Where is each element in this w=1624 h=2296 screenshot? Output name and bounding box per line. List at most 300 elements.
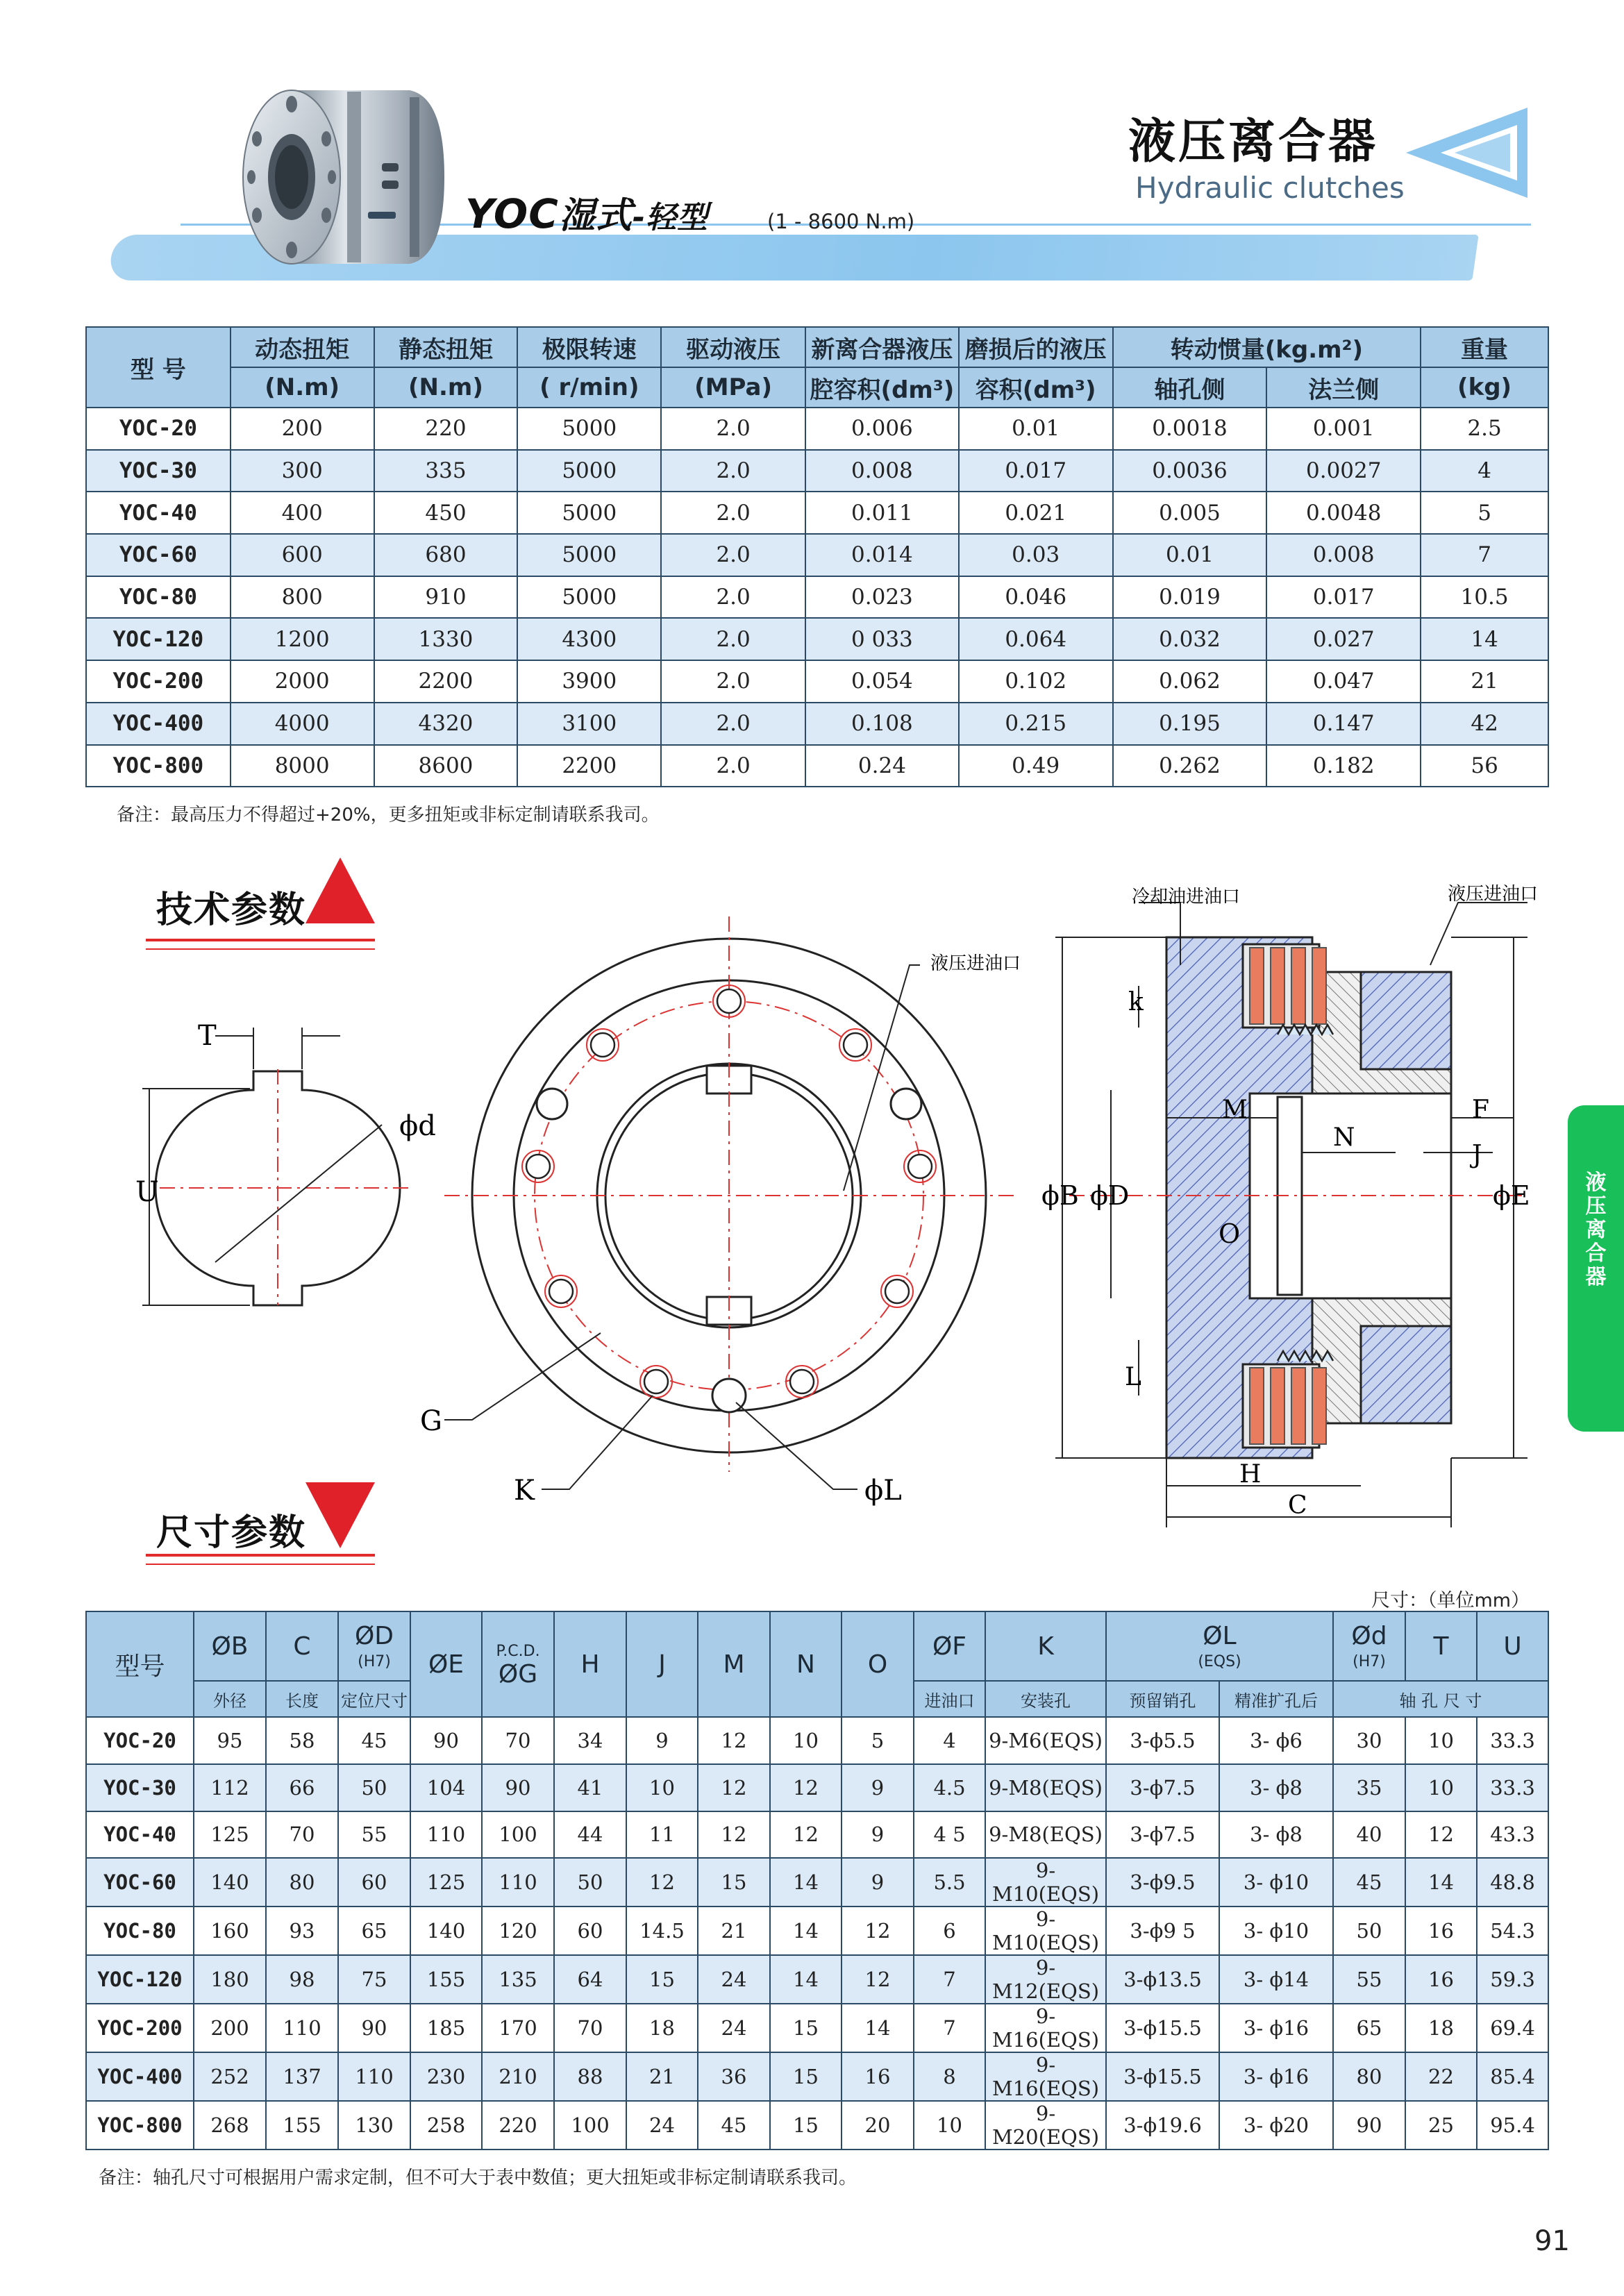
value-cell: 185 — [410, 2004, 482, 2052]
value-cell: 98 — [266, 1955, 338, 2004]
value-cell: 14 — [770, 1907, 842, 1955]
value-cell: 137 — [266, 2052, 338, 2101]
value-cell: 95.4 — [1477, 2101, 1548, 2150]
side-tab-char: 合 — [1585, 1241, 1607, 1266]
col-inertia-shaft: 轴孔侧 — [1113, 367, 1267, 408]
value-cell: 4 5 — [914, 1811, 985, 1859]
value-cell: 12 — [842, 1907, 914, 1955]
value-cell: 3-ϕ9.5 — [1106, 1858, 1219, 1907]
value-cell: 2.0 — [661, 703, 805, 745]
value-cell: 110 — [410, 1811, 482, 1859]
value-cell: 9-M20(EQS) — [985, 2101, 1106, 2150]
value-cell: 155 — [410, 1955, 482, 2004]
table-row — [86, 1955, 1548, 2004]
value-cell: 12 — [698, 1717, 770, 1764]
value-cell: 8000 — [231, 745, 374, 787]
value-cell: 0.01 — [959, 408, 1113, 450]
model-cell: YOC-200 — [86, 660, 231, 703]
label-E: ϕE — [1493, 1180, 1530, 1211]
spec-note: 备注：最高压力不得超过+20%，更多扭矩或非标定制请联系我司。 — [117, 805, 660, 826]
value-cell: 14 — [1405, 1858, 1477, 1907]
value-cell: 220 — [374, 408, 518, 450]
value-cell: 3- ϕ10 — [1219, 1858, 1333, 1907]
side-tab-char: 液 — [1585, 1171, 1607, 1195]
value-cell: 75 — [338, 1955, 410, 2004]
value-cell: 45 — [338, 1717, 410, 1764]
value-cell: 15 — [770, 2101, 842, 2150]
value-cell: 45 — [1333, 1858, 1405, 1907]
value-cell: 100 — [554, 2101, 626, 2150]
value-cell: 0.006 — [805, 408, 959, 450]
value-cell: 85.4 — [1477, 2052, 1548, 2101]
value-cell: 0.046 — [959, 576, 1113, 619]
value-cell: 800 — [231, 576, 374, 619]
value-cell: 33.3 — [1477, 1717, 1548, 1764]
value-cell: 0.023 — [805, 576, 959, 619]
value-cell: 0.021 — [959, 492, 1113, 534]
model-prefix: YOC — [465, 190, 559, 237]
col-static-unit: (N.m) — [374, 367, 518, 408]
dcol-K: K — [985, 1611, 1106, 1681]
value-cell: 34 — [554, 1717, 626, 1764]
table-row — [86, 1717, 1548, 1764]
dcol-B: ØB — [194, 1611, 266, 1681]
value-cell: 4 — [1421, 450, 1548, 492]
dcol-d-h7: (H7) — [1353, 1653, 1386, 1670]
value-cell: 18 — [626, 2004, 698, 2052]
value-cell: 0.008 — [805, 450, 959, 492]
value-cell: 21 — [626, 2052, 698, 2101]
model-cell: YOC-400 — [86, 703, 231, 745]
value-cell: 0.027 — [1266, 618, 1421, 660]
table-row — [86, 703, 1548, 745]
value-cell: 7 — [1421, 534, 1548, 576]
value-cell: 9-M12(EQS) — [985, 1955, 1106, 2004]
model-cell: YOC-30 — [86, 450, 231, 492]
dcol-J: J — [626, 1611, 698, 1717]
value-cell: 2.0 — [661, 745, 805, 787]
model-cell: YOC-40 — [86, 492, 231, 534]
value-cell: 125 — [410, 1858, 482, 1907]
value-cell: 60 — [338, 1858, 410, 1907]
value-cell: 0.03 — [959, 534, 1113, 576]
table-row — [86, 408, 1548, 450]
value-cell: 135 — [482, 1955, 554, 2004]
table-row — [86, 576, 1548, 619]
value-cell: 9-M6(EQS) — [985, 1717, 1106, 1764]
value-cell: 5 — [842, 1717, 914, 1764]
value-cell: 112 — [194, 1764, 266, 1811]
value-cell: 64 — [554, 1955, 626, 2004]
value-cell: 9 — [626, 1717, 698, 1764]
value-cell: 8 — [914, 2052, 985, 2101]
value-cell: 90 — [338, 2004, 410, 2052]
value-cell: 10 — [626, 1764, 698, 1811]
label-D: ϕD — [1090, 1180, 1130, 1211]
value-cell: 65 — [1333, 2004, 1405, 2052]
model-title — [465, 186, 708, 238]
value-cell: 5000 — [517, 492, 661, 534]
value-cell: 9-M10(EQS) — [985, 1858, 1106, 1907]
value-cell: 36 — [698, 2052, 770, 2101]
side-tab-char: 离 — [1585, 1218, 1607, 1242]
table-row — [86, 1764, 1548, 1811]
value-cell: 2.0 — [661, 534, 805, 576]
value-cell: 11 — [626, 1811, 698, 1859]
value-cell: 0.014 — [805, 534, 959, 576]
value-cell: 12 — [770, 1811, 842, 1859]
value-cell: 12 — [842, 1955, 914, 2004]
col-max-speed: 极限转速 — [517, 327, 661, 367]
dcol-L-sub2: 精准扩孔后 — [1219, 1681, 1333, 1717]
torque-range: (1 - 8600 N.m) — [767, 210, 915, 233]
value-cell: 5000 — [517, 534, 661, 576]
value-cell: 0.032 — [1113, 618, 1267, 660]
technical-drawing — [0, 854, 1624, 1534]
value-cell: 140 — [410, 1907, 482, 1955]
dcol-shaft-sub: 轴 孔 尺 寸 — [1333, 1681, 1548, 1717]
value-cell: 48.8 — [1477, 1858, 1548, 1907]
model-cell: YOC-60 — [86, 534, 231, 576]
value-cell: 45 — [698, 2101, 770, 2150]
value-cell: 40 — [1333, 1811, 1405, 1859]
value-cell: 0.054 — [805, 660, 959, 703]
table-row — [86, 2052, 1548, 2101]
dcol-T: T — [1405, 1611, 1477, 1681]
value-cell: 5.5 — [914, 1858, 985, 1907]
value-cell: 3- ϕ6 — [1219, 1717, 1333, 1764]
value-cell: 44 — [554, 1811, 626, 1859]
label-C: C — [1288, 1491, 1307, 1520]
value-cell: 2.0 — [661, 408, 805, 450]
table-row — [86, 534, 1548, 576]
label-B: ϕB — [1041, 1180, 1079, 1211]
value-cell: 3-ϕ19.6 — [1106, 2101, 1219, 2150]
section-title-dims — [156, 1503, 306, 1555]
dcol-E: ØE — [410, 1611, 482, 1717]
value-cell: 104 — [410, 1764, 482, 1811]
page-title-cn: 液压离合器 — [1128, 115, 1379, 169]
value-cell: 70 — [554, 2004, 626, 2052]
side-tab — [1568, 1105, 1624, 1432]
label-J: J — [1472, 1141, 1482, 1169]
col-drive-pressure: 驱动液压 — [661, 327, 805, 367]
value-cell: 66 — [266, 1764, 338, 1811]
value-cell: 50 — [554, 1858, 626, 1907]
label-L-section: L — [1125, 1363, 1141, 1391]
value-cell: 95 — [194, 1717, 266, 1764]
value-cell: 910 — [374, 576, 518, 619]
value-cell: 12 — [698, 1811, 770, 1859]
dcol-U: U — [1477, 1611, 1548, 1681]
value-cell: 14 — [770, 1858, 842, 1907]
value-cell: 200 — [194, 2004, 266, 2052]
value-cell: 0.01 — [1113, 534, 1267, 576]
label-N: N — [1333, 1123, 1355, 1152]
spec-table — [85, 326, 1549, 787]
dimension-table — [85, 1611, 1549, 2150]
value-cell: 69.4 — [1477, 2004, 1548, 2052]
product-image — [236, 76, 465, 278]
value-cell: 16 — [842, 2052, 914, 2101]
label-H: H — [1239, 1460, 1262, 1489]
dcol-G-pcd: P.C.D. — [496, 1643, 540, 1660]
value-cell: 10 — [1405, 1764, 1477, 1811]
model-cell: YOC-120 — [86, 618, 231, 660]
label-hyd-inlet: 液压进油口 — [1448, 884, 1539, 905]
page-number: 91 — [1534, 2225, 1570, 2257]
dcol-D — [338, 1611, 410, 1681]
label-K: K — [514, 1475, 535, 1507]
value-cell: 5000 — [517, 450, 661, 492]
table-row — [86, 618, 1548, 660]
label-U: U — [135, 1176, 159, 1208]
value-cell: 2000 — [231, 660, 374, 703]
value-cell: 0.102 — [959, 660, 1113, 703]
col-worn-volume: 磨损后的液压 — [959, 327, 1113, 367]
unit-label: 尺寸：（单位mm） — [1371, 1590, 1530, 1611]
value-cell: 5 — [1421, 492, 1548, 534]
value-cell: 0.019 — [1113, 576, 1267, 619]
dcol-B-sub: 外径 — [194, 1681, 266, 1717]
col-static-torque: 静态扭矩 — [374, 327, 518, 367]
value-cell: 93 — [266, 1907, 338, 1955]
value-cell: 9-M8(EQS) — [985, 1764, 1106, 1811]
model-cell: YOC-80 — [86, 1907, 194, 1955]
value-cell: 400 — [231, 492, 374, 534]
model-cell: YOC-20 — [86, 1717, 194, 1764]
value-cell: 0.017 — [1266, 576, 1421, 619]
col-speed-unit: ( r/min) — [517, 367, 661, 408]
value-cell: 3-ϕ13.5 — [1106, 1955, 1219, 2004]
value-cell: 0.147 — [1266, 703, 1421, 745]
value-cell: 0.047 — [1266, 660, 1421, 703]
value-cell: 130 — [338, 2101, 410, 2150]
value-cell: 3-ϕ7.5 — [1106, 1764, 1219, 1811]
value-cell: 0.195 — [1113, 703, 1267, 745]
value-cell: 7 — [914, 1955, 985, 2004]
col-weight-unit: (kg) — [1421, 367, 1548, 408]
value-cell: 0 033 — [805, 618, 959, 660]
value-cell: 0.0018 — [1113, 408, 1267, 450]
dim-note: 备注：轴孔尺寸可根据用户需求定制，但不可大于表中数值；更大扭矩或非标定制请联系我司。 — [99, 2168, 857, 2188]
dcol-D-label: ØD — [354, 1622, 394, 1650]
value-cell: 5000 — [517, 576, 661, 619]
col-inertia: 转动惯量(kg.m²) — [1113, 327, 1421, 367]
value-cell: 80 — [1333, 2052, 1405, 2101]
value-cell: 15 — [770, 2052, 842, 2101]
value-cell: 41 — [554, 1764, 626, 1811]
value-cell: 50 — [338, 1764, 410, 1811]
value-cell: 3-ϕ15.5 — [1106, 2004, 1219, 2052]
value-cell: 55 — [338, 1811, 410, 1859]
triangle-down-icon — [305, 1482, 375, 1548]
dcol-H: H — [554, 1611, 626, 1717]
col-dyn-torque: 动态扭矩 — [231, 327, 374, 367]
value-cell: 24 — [698, 2004, 770, 2052]
label-G: G — [420, 1405, 442, 1437]
value-cell: 70 — [266, 1811, 338, 1859]
value-cell: 24 — [698, 1955, 770, 2004]
value-cell: 200 — [231, 408, 374, 450]
value-cell: 3-ϕ9 5 — [1106, 1907, 1219, 1955]
value-cell: 42 — [1421, 703, 1548, 745]
value-cell: 90 — [482, 1764, 554, 1811]
section-underline — [146, 1554, 375, 1557]
table-row — [86, 2004, 1548, 2052]
value-cell: 6 — [914, 1907, 985, 1955]
value-cell: 14 — [1421, 618, 1548, 660]
section-tech-label: 技术参数 — [156, 889, 307, 931]
value-cell: 15 — [770, 2004, 842, 2052]
label-d: ϕd — [399, 1110, 436, 1142]
value-cell: 4.5 — [914, 1764, 985, 1811]
value-cell: 3-ϕ15.5 — [1106, 2052, 1219, 2101]
value-cell: 80 — [266, 1858, 338, 1907]
value-cell: 90 — [410, 1717, 482, 1764]
value-cell: 33.3 — [1477, 1764, 1548, 1811]
value-cell: 9 — [842, 1811, 914, 1859]
value-cell: 9-M16(EQS) — [985, 2004, 1106, 2052]
value-cell: 56 — [1421, 745, 1548, 787]
value-cell: 21 — [698, 1907, 770, 1955]
value-cell: 9 — [842, 1858, 914, 1907]
value-cell: 59.3 — [1477, 1955, 1548, 2004]
side-tab-char: 压 — [1585, 1194, 1607, 1218]
side-tab-label — [1568, 1105, 1624, 1289]
section-dims-label: 尺寸参数 — [156, 1512, 307, 1554]
dcol-N: N — [770, 1611, 842, 1717]
value-cell: 10 — [1405, 1717, 1477, 1764]
value-cell: 16 — [1405, 1955, 1477, 2004]
value-cell: 0.0048 — [1266, 492, 1421, 534]
value-cell: 30 — [1333, 1717, 1405, 1764]
model-cell: YOC-200 — [86, 2004, 194, 2052]
value-cell: 9-M10(EQS) — [985, 1907, 1106, 1955]
value-cell: 0.108 — [805, 703, 959, 745]
value-cell: 268 — [194, 2101, 266, 2150]
value-cell: 140 — [194, 1858, 266, 1907]
value-cell: 14 — [770, 1955, 842, 2004]
value-cell: 54.3 — [1477, 1907, 1548, 1955]
value-cell: 1330 — [374, 618, 518, 660]
value-cell: 3100 — [517, 703, 661, 745]
value-cell: 2.0 — [661, 618, 805, 660]
dcol-L-eqs: (EQS) — [1198, 1653, 1241, 1670]
table-row — [86, 1907, 1548, 1955]
value-cell: 0.262 — [1113, 745, 1267, 787]
col-new-volume: 新离合器液压 — [805, 327, 959, 367]
model-cell: YOC-400 — [86, 2052, 194, 2101]
value-cell: 2.5 — [1421, 408, 1548, 450]
value-cell: 335 — [374, 450, 518, 492]
value-cell: 3- ϕ16 — [1219, 2004, 1333, 2052]
value-cell: 0.005 — [1113, 492, 1267, 534]
value-cell: 210 — [482, 2052, 554, 2101]
value-cell: 160 — [194, 1907, 266, 1955]
value-cell: 110 — [266, 2004, 338, 2052]
value-cell: 14 — [842, 2004, 914, 2052]
value-cell: 4320 — [374, 703, 518, 745]
dcol-d-label: Ød — [1351, 1622, 1387, 1650]
model-cell: YOC-800 — [86, 745, 231, 787]
value-cell: 9 — [842, 1764, 914, 1811]
value-cell: 450 — [374, 492, 518, 534]
value-cell: 43.3 — [1477, 1811, 1548, 1859]
value-cell: 3- ϕ16 — [1219, 2052, 1333, 2101]
table-row — [86, 660, 1548, 703]
model-cell: YOC-20 — [86, 408, 231, 450]
value-cell: 100 — [482, 1811, 554, 1859]
value-cell: 0.0036 — [1113, 450, 1267, 492]
value-cell: 5000 — [517, 408, 661, 450]
value-cell: 7 — [914, 2004, 985, 2052]
dcol-L — [1106, 1611, 1333, 1681]
value-cell: 2.0 — [661, 660, 805, 703]
label-inlet-front: 液压进油口 — [930, 953, 1021, 974]
value-cell: 1200 — [231, 618, 374, 660]
col-pressure-unit: (MPa) — [661, 367, 805, 408]
page-title-en: Hydraulic clutches — [1135, 171, 1405, 205]
label-L: ϕL — [864, 1475, 902, 1507]
value-cell: 170 — [482, 2004, 554, 2052]
value-cell: 9-M8(EQS) — [985, 1811, 1106, 1859]
value-cell: 12 — [1405, 1811, 1477, 1859]
dcol-K-sub: 安装孔 — [985, 1681, 1106, 1717]
value-cell: 3- ϕ20 — [1219, 2101, 1333, 2150]
value-cell: 125 — [194, 1811, 266, 1859]
value-cell: 300 — [231, 450, 374, 492]
table-row — [86, 2101, 1548, 2150]
value-cell: 60 — [554, 1907, 626, 1955]
model-cell: YOC-30 — [86, 1764, 194, 1811]
value-cell: 3-ϕ7.5 — [1106, 1811, 1219, 1859]
value-cell: 20 — [842, 2101, 914, 2150]
value-cell: 8600 — [374, 745, 518, 787]
table-row — [86, 1858, 1548, 1907]
value-cell: 24 — [626, 2101, 698, 2150]
col-inertia-flange: 法兰侧 — [1266, 367, 1421, 408]
value-cell: 88 — [554, 2052, 626, 2101]
value-cell: 0.182 — [1266, 745, 1421, 787]
model-light: -轻型 — [632, 200, 709, 235]
dcol-L-label: ØL — [1203, 1622, 1237, 1650]
table-row — [86, 492, 1548, 534]
value-cell: 3- ϕ10 — [1219, 1907, 1333, 1955]
value-cell: 50 — [1333, 1907, 1405, 1955]
dcol-D-sub: 定位尺寸 — [338, 1681, 410, 1717]
value-cell: 14.5 — [626, 1907, 698, 1955]
model-cell: YOC-120 — [86, 1955, 194, 2004]
value-cell: 2200 — [374, 660, 518, 703]
value-cell: 252 — [194, 2052, 266, 2101]
value-cell: 10 — [770, 1717, 842, 1764]
value-cell: 10 — [914, 2101, 985, 2150]
dcol-model: 型号 — [86, 1611, 194, 1717]
value-cell: 2.0 — [661, 576, 805, 619]
value-cell: 3- ϕ8 — [1219, 1811, 1333, 1859]
dcol-G-label: ØG — [498, 1660, 538, 1689]
label-F: F — [1472, 1096, 1489, 1124]
value-cell: 2.0 — [661, 492, 805, 534]
dcol-D-h7: (H7) — [358, 1653, 391, 1670]
value-cell: 3- ϕ8 — [1219, 1764, 1333, 1811]
label-k: k — [1128, 988, 1144, 1016]
value-cell: 0.24 — [805, 745, 959, 787]
value-cell: 0.017 — [959, 450, 1113, 492]
value-cell: 0.008 — [1266, 534, 1421, 576]
value-cell: 680 — [374, 534, 518, 576]
